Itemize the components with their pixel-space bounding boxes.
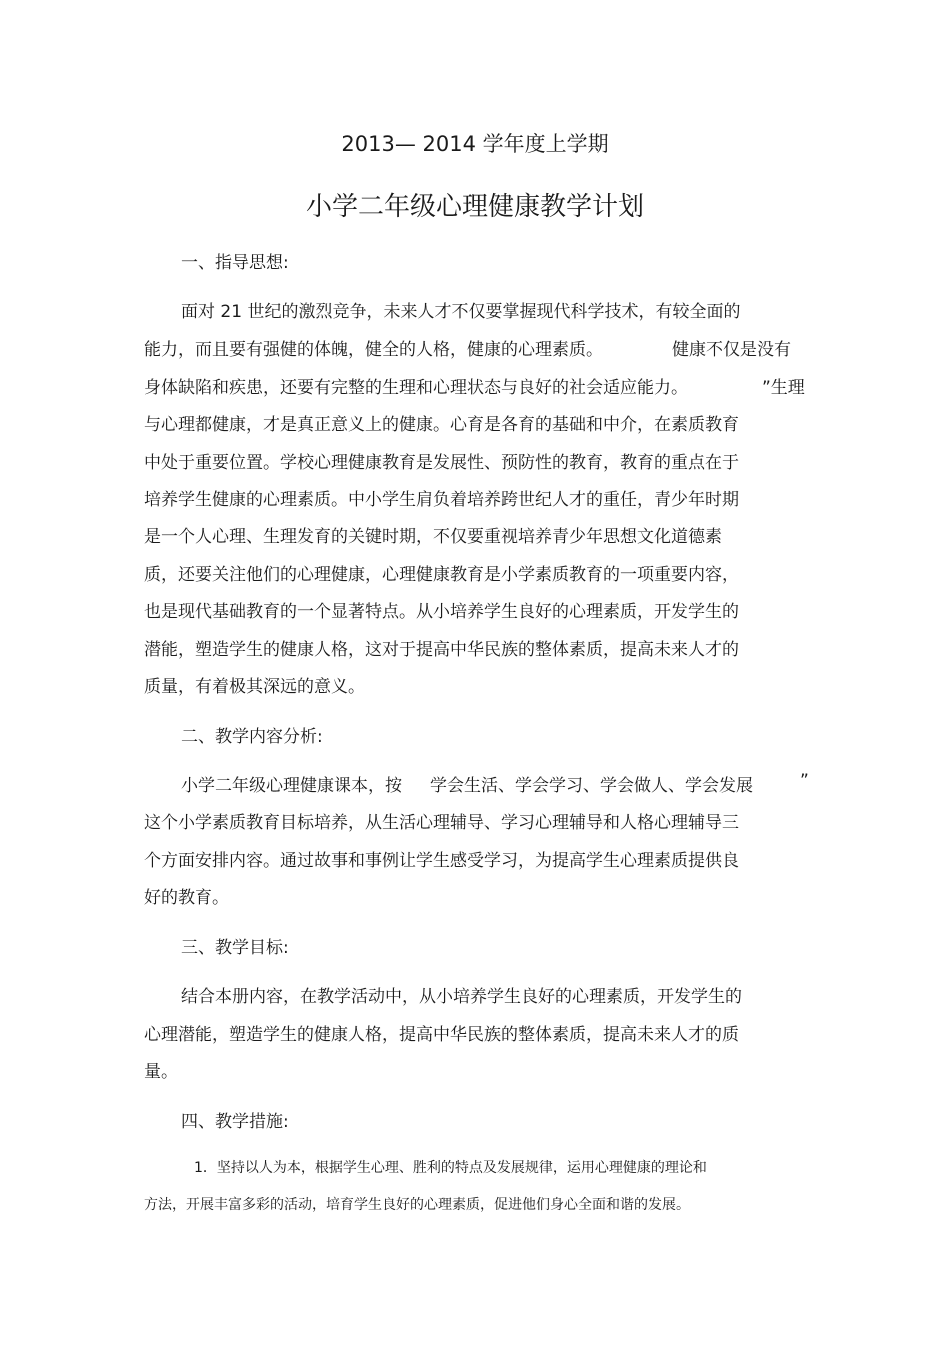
- paragraph-line: 培养学生健康的心理素质。中小学生肩负着培养跨世纪人才的重任，青少年时期: [144, 490, 739, 510]
- paragraph-line: 健康不仅是没有: [672, 340, 791, 360]
- title-semester: 2013— 2014 学年度上学期: [341, 132, 609, 156]
- paragraph-line: 也是现代基础教育的一个显著特点。从小培养学生良好的心理素质，开发学生的: [144, 602, 739, 622]
- paragraph-line: 个方面安排内容。通过故事和事例让学生感受学习，为提高学生心理素质提供良: [144, 851, 739, 871]
- paragraph-line: 身体缺陷和疾患，还要有完整的生理和心理状态与良好的社会适应能力。: [144, 378, 688, 398]
- paragraph-line: 方法，开展丰富多彩的活动，培育学生良好的心理素质，促进他们身心全面和谐的发展。: [144, 1197, 690, 1213]
- title-plan: 小学二年级心理健康教学计划: [305, 192, 644, 222]
- paragraph-line: 这个小学素质教育目标培养，从生活心理辅导、学习心理辅导和人格心理辅导三: [144, 813, 739, 833]
- section-4-heading: 四、教学措施:: [181, 1112, 289, 1132]
- paragraph-line: 量。: [144, 1062, 178, 1082]
- paragraph-line: 中处于重要位置。学校心理健康教育是发展性、预防性的教育，教育的重点在于: [144, 453, 739, 473]
- paragraph-line: ”: [800, 771, 809, 791]
- paragraph-line: 面对 21 世纪的激烈竞争，未来人才不仅要掌握现代科学技术，有较全面的: [181, 302, 741, 322]
- paragraph-line: 心理潜能，塑造学生的健康人格，提高中华民族的整体素质，提高未来人才的质: [144, 1025, 739, 1045]
- paragraph-line: 学会生活、学会学习、学会做人、学会发展: [430, 776, 753, 796]
- paragraph-line: 潜能，塑造学生的健康人格，这对于提高中华民族的整体素质，提高未来人才的: [144, 640, 739, 660]
- paragraph-line: 质量，有着极其深远的意义。: [144, 677, 365, 697]
- section-2-heading: 二、教学内容分析:: [181, 727, 323, 747]
- paragraph-line: 能力，而且要有强健的体魄，健全的人格，健康的心理素质。: [144, 340, 603, 360]
- paragraph-line: 是一个人心理、生理发育的关键时期，不仅要重视培养青少年思想文化道德素: [144, 527, 722, 547]
- paragraph-line: ”生理: [762, 378, 805, 398]
- paragraph-line: 小学二年级心理健康课本，按: [181, 776, 402, 796]
- paragraph-line: 1．坚持以人为本，根据学生心理、胜利的特点及发展规律，运用心理健康的理论和: [194, 1160, 707, 1176]
- paragraph-line: 好的教育。: [144, 888, 229, 908]
- paragraph-line: 结合本册内容，在教学活动中，从小培养学生良好的心理素质，开发学生的: [181, 987, 742, 1007]
- paragraph-line: 与心理都健康，才是真正意义上的健康。心育是各育的基础和中介，在素质教育: [144, 415, 739, 435]
- section-1-heading: 一、指导思想:: [181, 253, 289, 273]
- paragraph-line: 质，还要关注他们的心理健康，心理健康教育是小学素质教育的一项重要内容，: [144, 565, 739, 585]
- section-3-heading: 三、教学目标:: [181, 938, 289, 958]
